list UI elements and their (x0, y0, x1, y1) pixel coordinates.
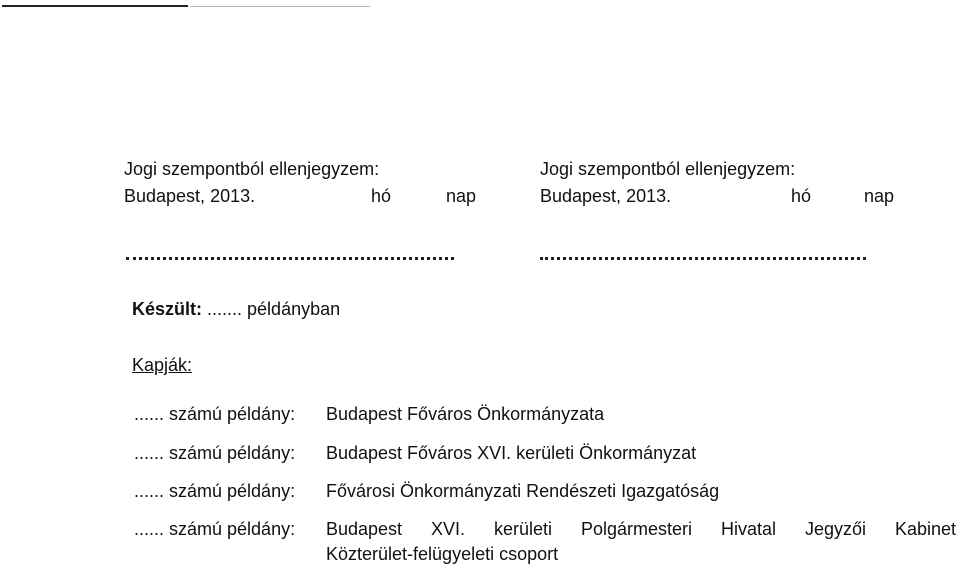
left-signature-line (126, 257, 454, 260)
recipient-name: Fővárosi Önkormányzati Rendészeti Igazgatóság (326, 481, 720, 501)
left-signature-day: nap (446, 186, 477, 206)
copies-line (132, 298, 340, 320)
right-signature-day: nap (864, 186, 895, 206)
right-signature-heading: Jogi szempontból ellenjegyzem: (540, 159, 796, 179)
recipients-heading: Kapják: (132, 355, 193, 375)
copies-label: Készült: (132, 299, 203, 319)
recipient-name: Budapest Főváros XVI. kerületi Önkormányzat (326, 443, 697, 463)
left-signature-month: hó (371, 186, 392, 206)
recipient-word: Kabinet (894, 519, 956, 539)
left-signature-heading: Jogi szempontból ellenjegyzem: (124, 159, 380, 179)
top-rule-faint (190, 6, 370, 7)
recipient-prefix: ...... számú példány: (134, 404, 296, 424)
recipient-name: Budapest Főváros Önkormányzata (326, 404, 605, 424)
top-rule (2, 5, 188, 7)
recipient-word: XVI. (431, 519, 466, 539)
right-signature-line (540, 257, 866, 260)
recipient-word: Polgármesteri (580, 519, 693, 539)
recipient-word: Budapest (326, 519, 403, 539)
recipient-word: Jegyzői (804, 519, 866, 539)
right-signature-place-date: Budapest, 2013. (540, 186, 672, 206)
recipient-word: kerületi (493, 519, 553, 539)
copies-value: ....... példányban (207, 299, 341, 319)
recipient-word: Hivatal (720, 519, 776, 539)
left-signature-place-date: Budapest, 2013. (124, 186, 256, 206)
recipient-name-justified (326, 518, 956, 540)
recipient-prefix: ...... számú példány: (134, 481, 296, 501)
right-signature-month: hó (791, 186, 812, 206)
recipient-prefix: ...... számú példány: (134, 519, 296, 539)
recipient-prefix: ...... számú példány: (134, 443, 296, 463)
recipient-name-continuation: Közterület-felügyeleti csoport (326, 544, 559, 564)
